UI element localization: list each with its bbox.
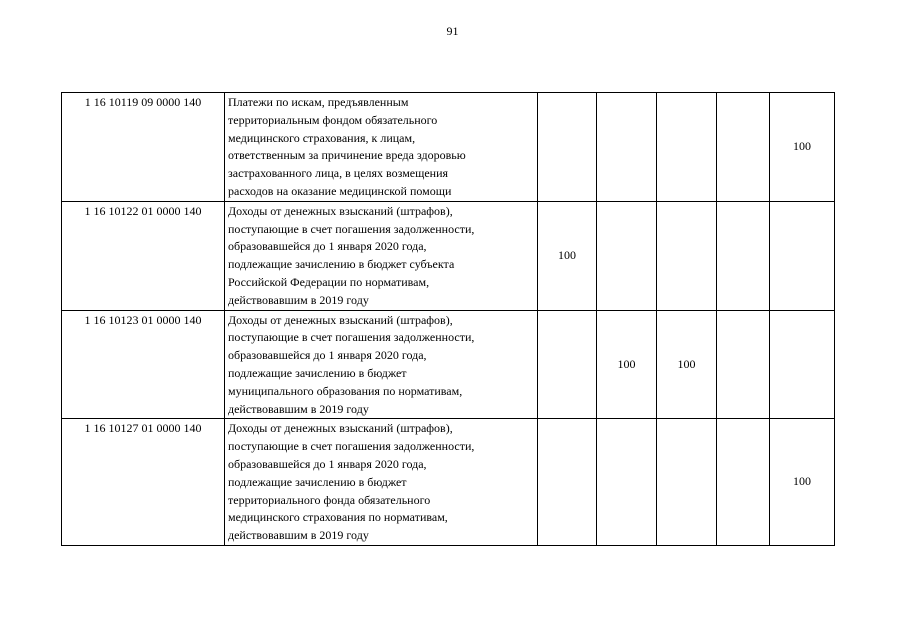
income-code-cell: 1 16 10127 01 0000 140: [62, 419, 225, 546]
income-name-line: образовавшейся до 1 января 2020 года,: [228, 348, 427, 363]
income-name-cell: [225, 419, 538, 546]
income-name-line: Российской Федерации по нормативам,: [228, 274, 430, 289]
income-code-cell: 1 16 10122 01 0000 140: [62, 201, 225, 310]
income-name-cell: [225, 201, 538, 310]
normative-value-cell: 100: [538, 201, 597, 310]
income-name-line: Доходы от денежных взысканий (штрафов),: [228, 421, 453, 436]
income-name-line: подлежащие зачислению в бюджет: [228, 474, 407, 489]
revenue-normatives-table: [61, 92, 835, 546]
normative-value-cell: [597, 419, 657, 546]
income-name-line: образовавшейся до 1 января 2020 года,: [228, 239, 427, 254]
normative-value-cell: [597, 201, 657, 310]
income-name-line: подлежащие зачислению в бюджет субъекта: [228, 257, 455, 272]
income-name-line: Доходы от денежных взысканий (штрафов),: [228, 312, 453, 327]
income-name-line: Платежи по искам, предъявленным: [228, 95, 409, 109]
normative-value-cell: 100: [770, 93, 835, 202]
income-code-cell: 1 16 10119 09 0000 140: [62, 93, 225, 202]
normative-value-cell: [717, 419, 770, 546]
normative-value-cell: [770, 201, 835, 310]
income-name-line: Доходы от денежных взысканий (штрафов),: [228, 203, 453, 218]
table-row: [62, 310, 835, 419]
normative-value-cell: [538, 310, 597, 419]
normative-value-cell: [657, 201, 717, 310]
income-name-line: поступающие в счет погашения задолженности,: [228, 221, 475, 236]
normative-value-cell: 100: [770, 419, 835, 546]
income-name-line: муниципального образования по нормативам,: [228, 383, 463, 398]
income-name-line: поступающие в счет погашения задолженности,: [228, 439, 475, 454]
table-body: [62, 93, 835, 546]
normative-value-cell: [717, 93, 770, 202]
income-name-line: застрахованного лица, в целях возмещения: [228, 166, 449, 181]
income-name-line: образовавшейся до 1 января 2020 года,: [228, 456, 427, 471]
normative-value-cell: [597, 93, 657, 202]
page-number: 91: [446, 24, 459, 38]
income-name-line: территориальным фондом обязательного: [228, 112, 438, 127]
income-name-line: действовавшим в 2019 году: [228, 401, 369, 416]
income-name-line: медицинского страхования по нормативам,: [228, 510, 448, 525]
income-name-line: подлежащие зачислению в бюджет: [228, 365, 407, 380]
normative-value-cell: [770, 310, 835, 419]
table-row: [62, 93, 835, 202]
income-name-line: территориального фонда обязательного: [228, 492, 431, 507]
table-row: [62, 419, 835, 546]
income-name-line: медицинского страхования, к лицам,: [228, 130, 416, 145]
income-name-cell: [225, 310, 538, 419]
income-code-cell: 1 16 10123 01 0000 140: [62, 310, 225, 419]
normative-value-cell: 100: [657, 310, 717, 419]
income-name-line: действовавшим в 2019 году: [228, 292, 369, 307]
normative-value-cell: [657, 93, 717, 202]
income-name-cell: [225, 93, 538, 202]
normative-value-cell: [657, 419, 717, 546]
normative-value-cell: 100: [597, 310, 657, 419]
income-name-line: поступающие в счет погашения задолженности,: [228, 330, 475, 345]
normative-value-cell: [538, 419, 597, 546]
table-row: [62, 201, 835, 310]
normative-value-cell: [538, 93, 597, 202]
income-name-line: действовавшим в 2019 году: [228, 528, 369, 543]
normative-value-cell: [717, 201, 770, 310]
income-name-line: ответственным за причинение вреда здоровью: [228, 148, 466, 163]
normative-value-cell: [717, 310, 770, 419]
income-name-line: расходов на оказание медицинской помощи: [228, 183, 452, 198]
